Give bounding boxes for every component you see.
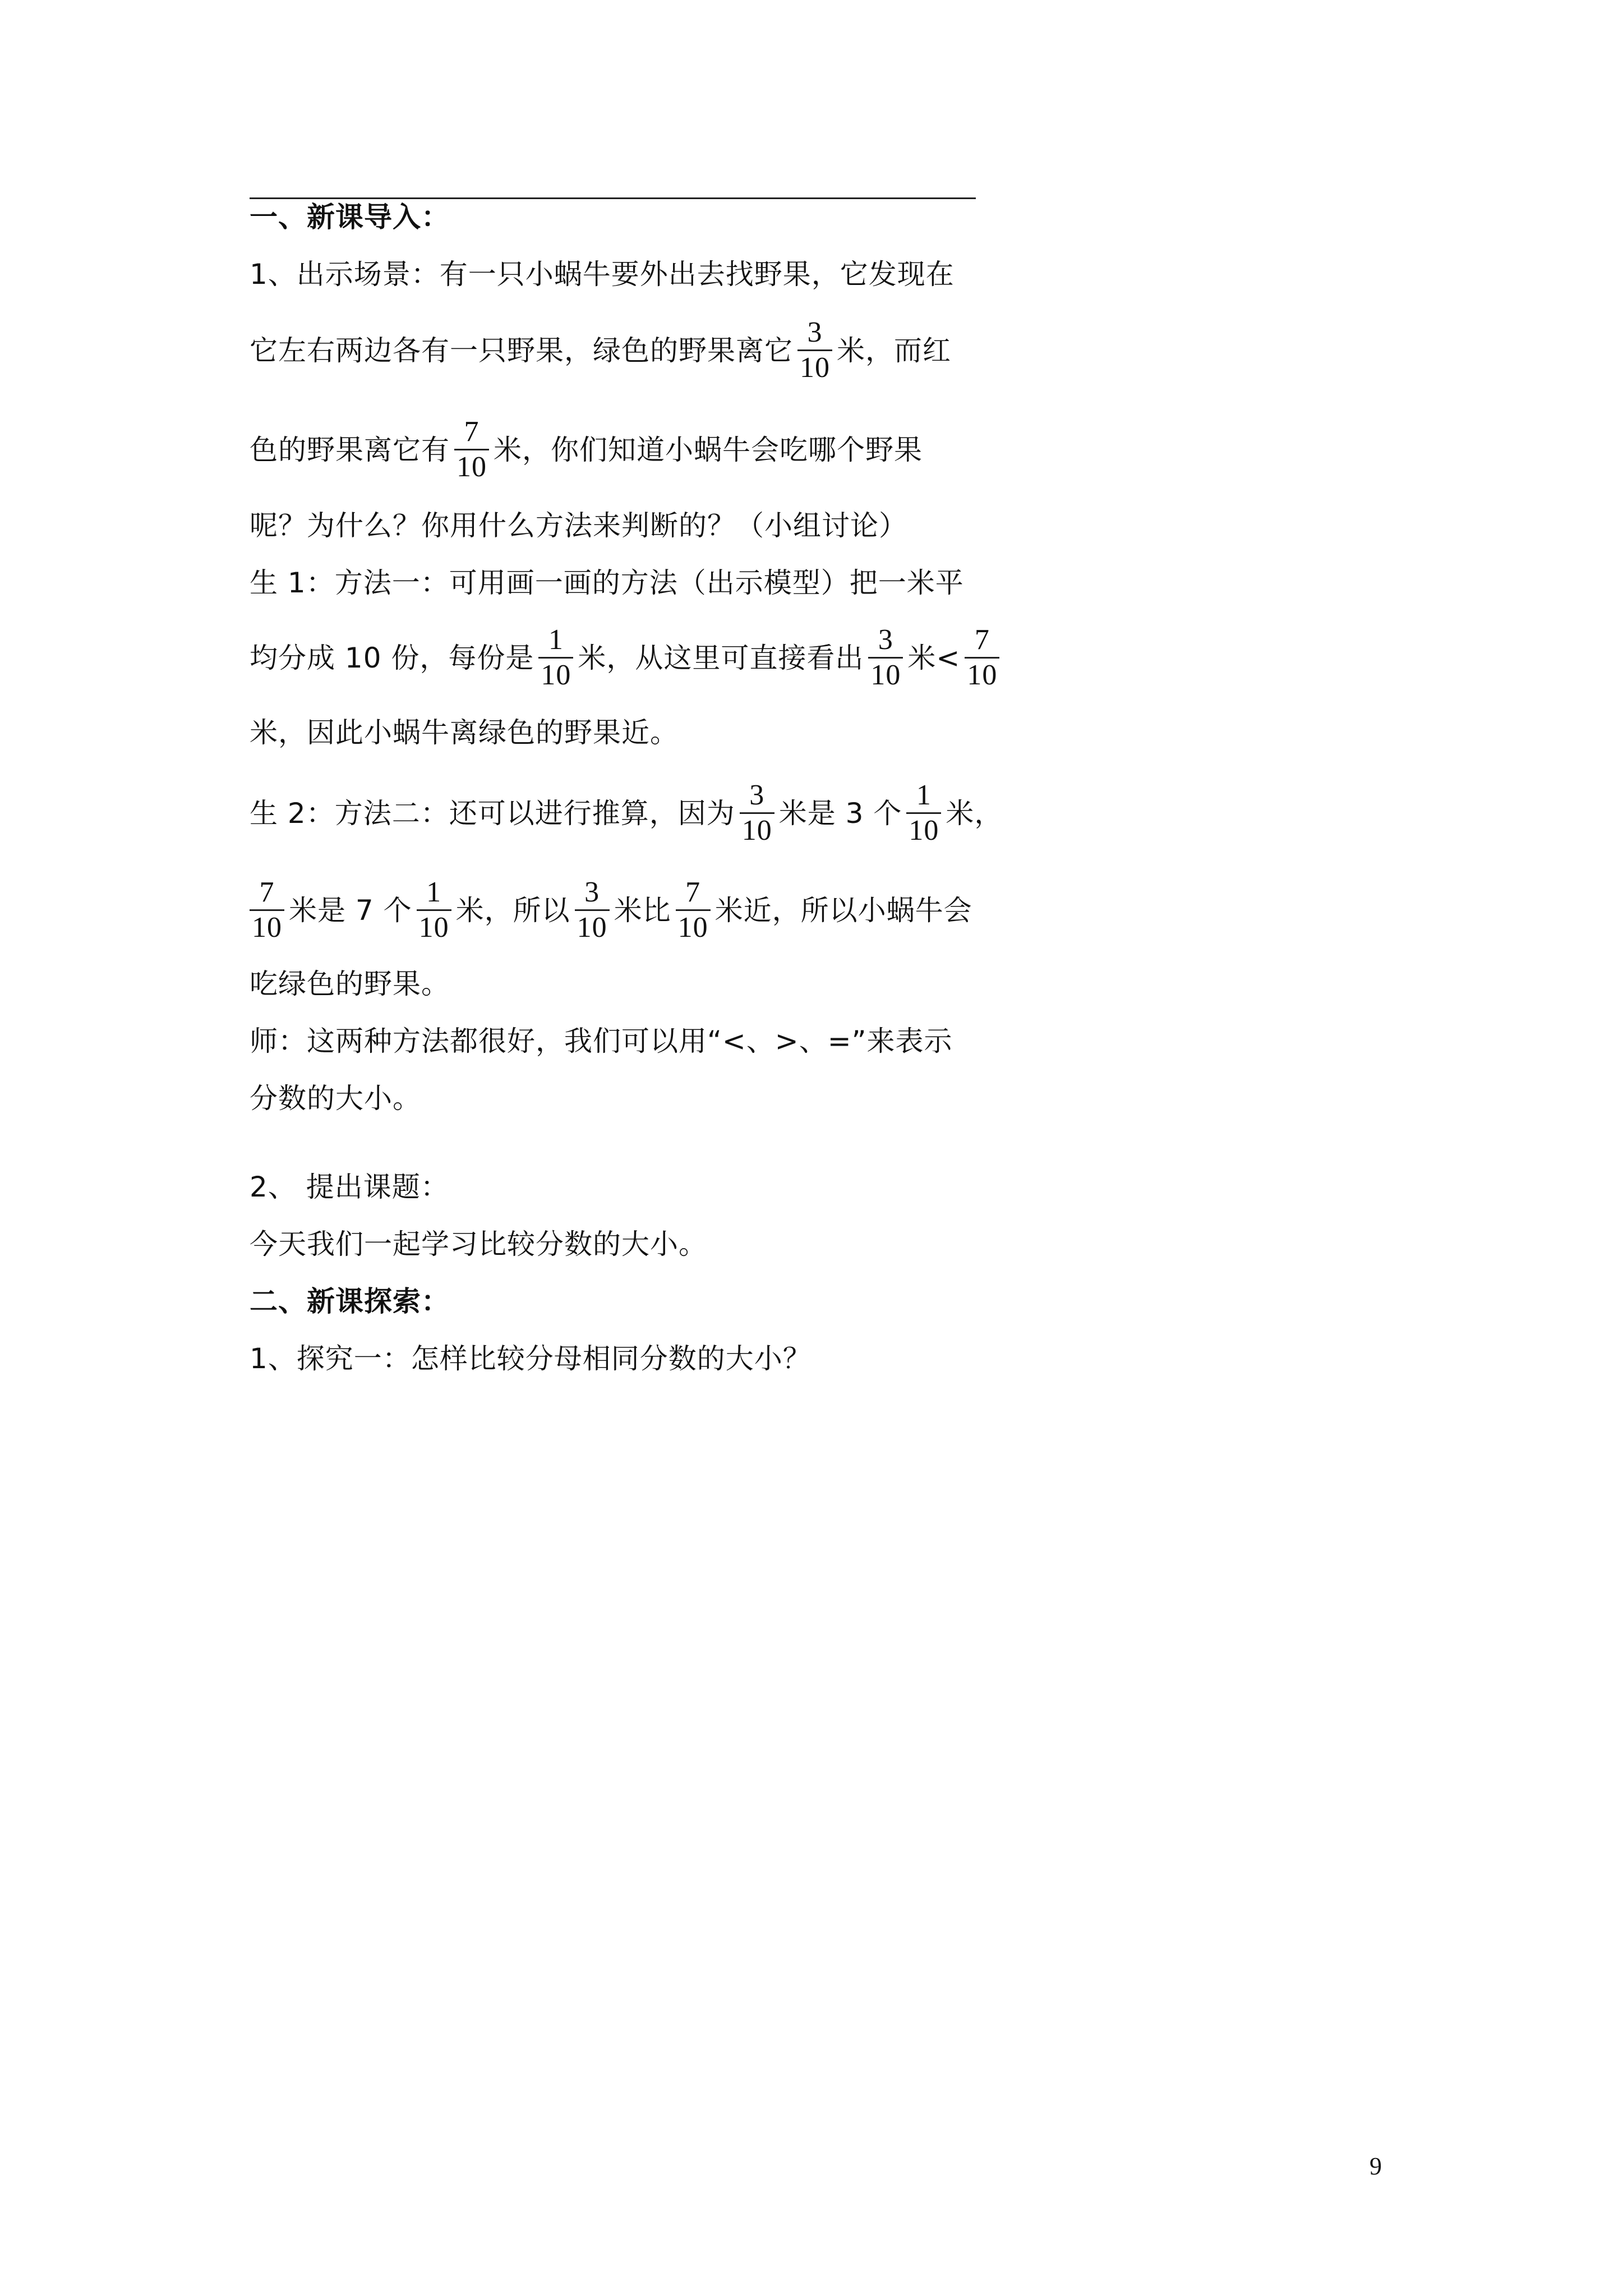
fraction bbox=[797, 316, 832, 384]
fraction-denominator: 10 bbox=[870, 659, 901, 691]
paragraph-line: 2、 提出课题： bbox=[250, 1171, 449, 1203]
fraction-numerator: 7 bbox=[259, 876, 275, 908]
paragraph-line: 米，因此小蜗牛离绿色的野果近。 bbox=[250, 716, 679, 749]
paragraph-line bbox=[250, 779, 1003, 847]
fraction-denominator: 10 bbox=[967, 659, 998, 691]
text-segment: 米是 7 个 bbox=[289, 894, 412, 927]
document-body bbox=[250, 196, 1003, 1377]
fraction-denominator: 10 bbox=[800, 352, 830, 384]
fraction bbox=[965, 624, 999, 692]
fraction-numerator: 7 bbox=[974, 624, 990, 656]
fraction-numerator: 1 bbox=[916, 779, 932, 811]
fraction bbox=[417, 876, 451, 944]
text-segment: 米，所以 bbox=[455, 894, 570, 927]
fraction-denominator: 10 bbox=[252, 912, 282, 944]
text-segment: 米，从这里可直接看出 bbox=[578, 641, 864, 674]
fraction bbox=[676, 876, 711, 944]
fraction-bar bbox=[965, 657, 999, 659]
fraction-numerator: 7 bbox=[685, 876, 701, 908]
fraction bbox=[575, 876, 610, 944]
fraction-bar bbox=[417, 909, 451, 911]
fraction-denominator: 10 bbox=[418, 912, 449, 944]
fraction-bar bbox=[740, 812, 774, 814]
paragraph-line: 1、出示场景：有一只小蜗牛要外出去找野果，它发现在 bbox=[250, 258, 955, 291]
text-segment: 它左右两边各有一只野果，绿色的野果离它 bbox=[250, 334, 793, 367]
paragraph-line bbox=[250, 416, 976, 484]
fraction bbox=[906, 779, 941, 847]
paragraph-line bbox=[250, 624, 998, 692]
fraction-numerator: 1 bbox=[548, 624, 564, 656]
fraction-bar bbox=[575, 909, 610, 911]
fraction-denominator: 10 bbox=[577, 912, 607, 944]
fraction-numerator: 3 bbox=[807, 316, 823, 348]
fraction bbox=[250, 876, 284, 944]
heading-new-lesson-explore: 二、新课探索： bbox=[250, 1285, 450, 1318]
fraction-numerator: 3 bbox=[749, 779, 765, 811]
text-segment: 生 2：方法二：还可以进行推算，因为 bbox=[250, 797, 735, 830]
fraction-bar bbox=[538, 657, 573, 659]
text-segment: 米，你们知道小蜗牛会吃哪个野果 bbox=[494, 433, 923, 466]
fraction-denominator: 10 bbox=[677, 912, 708, 944]
heading-new-lesson-intro: 一、新课导入： bbox=[250, 201, 450, 233]
paragraph-line: 师：这两种方法都很好，我们可以用“<、>、=”来表示 bbox=[250, 1025, 953, 1057]
text-segment: 米， bbox=[946, 797, 1003, 830]
fraction-bar bbox=[454, 449, 489, 450]
text-segment: 米近，所以小蜗牛会 bbox=[714, 894, 972, 927]
fraction-denominator: 10 bbox=[741, 815, 772, 846]
fraction bbox=[454, 416, 489, 484]
text-segment: 色的野果离它有 bbox=[250, 433, 450, 466]
fraction-numerator: 1 bbox=[426, 876, 442, 908]
paragraph-line bbox=[250, 316, 976, 384]
fraction bbox=[740, 779, 774, 847]
paragraph-line: 呢？为什么？你用什么方法来判断的？（小组讨论） bbox=[250, 509, 907, 542]
fraction-denominator: 10 bbox=[909, 815, 939, 846]
fraction-bar bbox=[250, 909, 284, 911]
page-number: 9 bbox=[1370, 2152, 1382, 2180]
text-segment: 米比 bbox=[614, 894, 671, 927]
paragraph-line: 1、探究一：怎样比较分母相同分数的大小？ bbox=[250, 1342, 811, 1375]
text-segment: 米，而红 bbox=[837, 334, 951, 367]
paragraph-line: 分数的大小。 bbox=[250, 1082, 421, 1115]
paragraph-line bbox=[250, 876, 976, 944]
fraction-numerator: 7 bbox=[464, 416, 479, 448]
fraction-numerator: 3 bbox=[584, 876, 600, 908]
text-segment: 米是 3 个 bbox=[778, 797, 902, 830]
fraction-denominator: 10 bbox=[541, 659, 571, 691]
paragraph-line: 吃绿色的野果。 bbox=[250, 968, 450, 1000]
fraction bbox=[538, 624, 573, 692]
text-segment: 米< bbox=[907, 641, 961, 674]
fraction-bar bbox=[868, 657, 903, 659]
text-segment: 均分成 10 份，每份是 bbox=[250, 641, 534, 674]
fraction-bar bbox=[797, 349, 832, 351]
fraction bbox=[868, 624, 903, 692]
fraction-numerator: 3 bbox=[878, 624, 893, 656]
paragraph-line: 生 1：方法一：可用画一画的方法（出示模型）把一米平 bbox=[250, 567, 964, 599]
fraction-bar bbox=[676, 909, 711, 911]
fraction-denominator: 10 bbox=[457, 451, 487, 483]
fraction-bar bbox=[906, 812, 941, 814]
paragraph-line: 今天我们一起学习比较分数的大小。 bbox=[250, 1228, 707, 1260]
